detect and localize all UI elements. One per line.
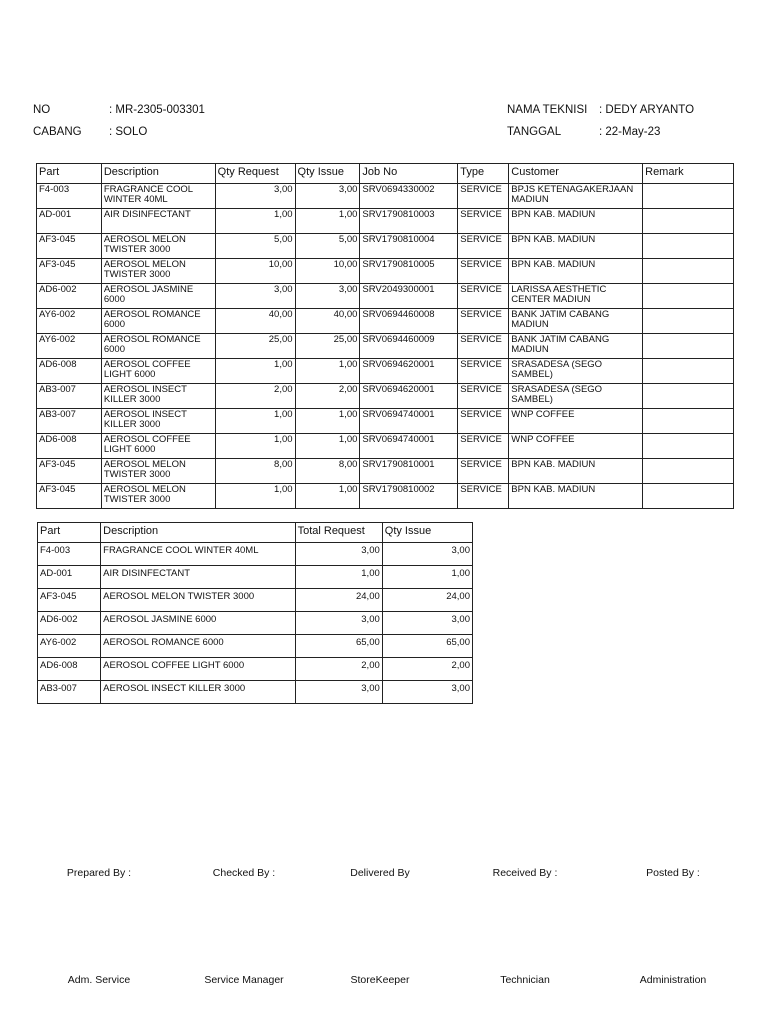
type-cell: SERVICE — [458, 284, 509, 309]
type-cell: SERVICE — [458, 484, 509, 509]
summary-total-request-cell: 65,00 — [295, 635, 382, 658]
remark-cell — [643, 384, 734, 409]
tanggal-label: TANGGAL — [507, 126, 562, 138]
qty-issue-cell: 3,00 — [295, 284, 360, 309]
summary-part-cell: AD6-002 — [38, 612, 101, 635]
qty-issue-cell: 1,00 — [295, 209, 360, 234]
job-no-cell: SRV0694620001 — [360, 359, 458, 384]
table-row — [37, 334, 734, 359]
table-row — [37, 484, 734, 509]
qty-issue-cell: 5,00 — [295, 234, 360, 259]
remark-cell — [643, 409, 734, 434]
qty-request-cell: 1,00 — [215, 359, 295, 384]
table-row — [38, 658, 473, 681]
customer-cell: WNP COFFEE — [509, 434, 643, 459]
signature-title: Delivered By — [350, 867, 410, 879]
table-row — [38, 566, 473, 589]
type-cell: SERVICE — [458, 459, 509, 484]
description-cell: AEROSOL COFFEE LIGHT 6000 — [101, 434, 215, 459]
teknisi-label: NAMA TEKNISI — [507, 104, 588, 116]
description-cell: AEROSOL MELON TWISTER 3000 — [101, 259, 215, 284]
part-cell: AD6-008 — [37, 359, 102, 384]
summary-header-description: Description — [101, 523, 295, 543]
detail-table-header — [37, 164, 734, 184]
detail-table — [36, 163, 734, 509]
summary-header-total-request: Total Request — [295, 523, 382, 543]
cabang-value: : SOLO — [109, 126, 148, 138]
job-no-cell: SRV1790810002 — [360, 484, 458, 509]
signature-role: Technician — [500, 974, 550, 986]
teknisi-value: : DEDY ARYANTO — [599, 104, 695, 116]
summary-table-header — [38, 523, 473, 543]
qty-request-cell: 8,00 — [215, 459, 295, 484]
job-no-cell: SRV1790810004 — [360, 234, 458, 259]
summary-part-cell: AD6-008 — [38, 658, 101, 681]
table-row — [37, 234, 734, 259]
summary-description-cell: AEROSOL INSECT KILLER 3000 — [101, 681, 295, 704]
qty-request-cell: 25,00 — [215, 334, 295, 359]
qty-request-cell: 3,00 — [215, 184, 295, 209]
qty-issue-cell: 1,00 — [295, 434, 360, 459]
summary-total-request-cell: 3,00 — [295, 612, 382, 635]
type-cell: SERVICE — [458, 384, 509, 409]
remark-cell — [643, 259, 734, 284]
table-row — [37, 259, 734, 284]
qty-request-cell: 1,00 — [215, 484, 295, 509]
type-cell: SERVICE — [458, 309, 509, 334]
table-row — [37, 209, 734, 234]
cabang-label: CABANG — [33, 126, 82, 138]
col-header-qty-issue: Qty Issue — [295, 164, 360, 184]
part-cell: AF3-045 — [37, 234, 102, 259]
qty-request-cell: 3,00 — [215, 284, 295, 309]
type-cell: SERVICE — [458, 184, 509, 209]
summary-qty-issue-cell: 1,00 — [382, 566, 472, 589]
summary-qty-issue-cell: 24,00 — [382, 589, 472, 612]
qty-issue-cell: 25,00 — [295, 334, 360, 359]
col-header-remark: Remark — [643, 164, 734, 184]
type-cell: SERVICE — [458, 334, 509, 359]
job-no-cell: SRV0694460009 — [360, 334, 458, 359]
customer-cell: BPN KAB. MADIUN — [509, 234, 643, 259]
qty-request-cell: 1,00 — [215, 409, 295, 434]
job-no-cell: SRV0694740001 — [360, 434, 458, 459]
qty-request-cell: 1,00 — [215, 209, 295, 234]
summary-total-request-cell: 2,00 — [295, 658, 382, 681]
table-row — [38, 635, 473, 658]
tanggal-value: : 22-May-23 — [599, 126, 661, 138]
job-no-cell: SRV0694740001 — [360, 409, 458, 434]
customer-cell: BPN KAB. MADIUN — [509, 209, 643, 234]
customer-cell: BANK JATIM CABANG MADIUN — [509, 334, 643, 359]
job-no-cell: SRV1790810005 — [360, 259, 458, 284]
summary-description-cell: AEROSOL COFFEE LIGHT 6000 — [101, 658, 295, 681]
signature-title: Received By : — [492, 867, 558, 879]
customer-cell: WNP COFFEE — [509, 409, 643, 434]
summary-description-cell: AEROSOL JASMINE 6000 — [101, 612, 295, 635]
remark-cell — [643, 434, 734, 459]
table-row — [37, 409, 734, 434]
type-cell: SERVICE — [458, 409, 509, 434]
part-cell: AD-001 — [37, 209, 102, 234]
summary-part-cell: AB3-007 — [38, 681, 101, 704]
summary-part-cell: F4-003 — [38, 543, 101, 566]
remark-cell — [643, 359, 734, 384]
job-no-cell: SRV1790810001 — [360, 459, 458, 484]
no-value: : MR-2305-003301 — [109, 104, 205, 116]
summary-qty-issue-cell: 3,00 — [382, 543, 472, 566]
table-row — [38, 681, 473, 704]
summary-part-cell: AF3-045 — [38, 589, 101, 612]
table-row — [38, 543, 473, 566]
customer-cell: SRASADESA (SEGO SAMBEL) — [509, 359, 643, 384]
job-no-cell: SRV1790810003 — [360, 209, 458, 234]
description-cell: AEROSOL INSECT KILLER 3000 — [101, 384, 215, 409]
remark-cell — [643, 234, 734, 259]
part-cell: AF3-045 — [37, 259, 102, 284]
signature-title: Checked By : — [212, 867, 276, 879]
summary-total-request-cell: 1,00 — [295, 566, 382, 589]
col-header-customer: Customer — [509, 164, 643, 184]
description-cell: AEROSOL ROMANCE 6000 — [101, 309, 215, 334]
description-cell: AEROSOL COFFEE LIGHT 6000 — [101, 359, 215, 384]
type-cell: SERVICE — [458, 234, 509, 259]
description-cell: AEROSOL MELON TWISTER 3000 — [101, 484, 215, 509]
summary-part-cell: AY6-002 — [38, 635, 101, 658]
summary-total-request-cell: 3,00 — [295, 543, 382, 566]
summary-table — [37, 522, 473, 704]
description-cell: AEROSOL MELON TWISTER 3000 — [101, 459, 215, 484]
col-header-job-no: Job No — [360, 164, 458, 184]
qty-issue-cell: 2,00 — [295, 384, 360, 409]
part-cell: AF3-045 — [37, 484, 102, 509]
summary-header-part: Part — [38, 523, 101, 543]
part-cell: AY6-002 — [37, 309, 102, 334]
summary-description-cell: AEROSOL MELON TWISTER 3000 — [101, 589, 295, 612]
customer-cell: BPJS KETENAGAKERJAAN MADIUN — [509, 184, 643, 209]
signature-role: Administration — [639, 974, 707, 986]
qty-request-cell: 1,00 — [215, 434, 295, 459]
table-row — [37, 459, 734, 484]
summary-description-cell: AEROSOL ROMANCE 6000 — [101, 635, 295, 658]
no-label: NO — [33, 104, 51, 116]
detail-table-body — [37, 184, 734, 509]
type-cell: SERVICE — [458, 259, 509, 284]
qty-request-cell: 40,00 — [215, 309, 295, 334]
qty-request-cell: 5,00 — [215, 234, 295, 259]
job-no-cell: SRV0694330002 — [360, 184, 458, 209]
description-cell: AEROSOL MELON TWISTER 3000 — [101, 234, 215, 259]
qty-issue-cell: 10,00 — [295, 259, 360, 284]
part-cell: AY6-002 — [37, 334, 102, 359]
customer-cell: LARISSA AESTHETIC CENTER MADIUN — [509, 284, 643, 309]
customer-cell: BPN KAB. MADIUN — [509, 459, 643, 484]
summary-qty-issue-cell: 3,00 — [382, 681, 472, 704]
col-header-qty-request: Qty Request — [215, 164, 295, 184]
type-cell: SERVICE — [458, 209, 509, 234]
signature-role: StoreKeeper — [350, 974, 410, 986]
type-cell: SERVICE — [458, 359, 509, 384]
remark-cell — [643, 184, 734, 209]
qty-request-cell: 10,00 — [215, 259, 295, 284]
table-row — [37, 284, 734, 309]
qty-issue-cell: 40,00 — [295, 309, 360, 334]
qty-issue-cell: 1,00 — [295, 409, 360, 434]
qty-issue-cell: 8,00 — [295, 459, 360, 484]
summary-total-request-cell: 3,00 — [295, 681, 382, 704]
remark-cell — [643, 459, 734, 484]
signature-role: Adm. Service — [67, 974, 131, 986]
summary-description-cell: AIR DISINFECTANT — [101, 566, 295, 589]
summary-qty-issue-cell: 65,00 — [382, 635, 472, 658]
part-cell: AF3-045 — [37, 459, 102, 484]
part-cell: AB3-007 — [37, 409, 102, 434]
summary-table-body — [38, 543, 473, 704]
part-cell: AB3-007 — [37, 384, 102, 409]
customer-cell: BPN KAB. MADIUN — [509, 259, 643, 284]
remark-cell — [643, 334, 734, 359]
col-header-type: Type — [458, 164, 509, 184]
description-cell: AIR DISINFECTANT — [101, 209, 215, 234]
customer-cell: BANK JATIM CABANG MADIUN — [509, 309, 643, 334]
description-cell: AEROSOL INSECT KILLER 3000 — [101, 409, 215, 434]
signature-title: Prepared By : — [66, 867, 132, 879]
remark-cell — [643, 209, 734, 234]
remark-cell — [643, 309, 734, 334]
table-row — [38, 589, 473, 612]
remark-cell — [643, 484, 734, 509]
job-no-cell: SRV2049300001 — [360, 284, 458, 309]
table-row — [37, 434, 734, 459]
col-header-part: Part — [37, 164, 102, 184]
type-cell: SERVICE — [458, 434, 509, 459]
part-cell: F4-003 — [37, 184, 102, 209]
summary-qty-issue-cell: 2,00 — [382, 658, 472, 681]
job-no-cell: SRV0694460008 — [360, 309, 458, 334]
signature-title: Posted By : — [646, 867, 700, 879]
col-header-description: Description — [101, 164, 215, 184]
table-row — [37, 309, 734, 334]
table-row — [37, 359, 734, 384]
summary-description-cell: FRAGRANCE COOL WINTER 40ML — [101, 543, 295, 566]
description-cell: FRAGRANCE COOL WINTER 40ML — [101, 184, 215, 209]
description-cell: AEROSOL ROMANCE 6000 — [101, 334, 215, 359]
qty-request-cell: 2,00 — [215, 384, 295, 409]
qty-issue-cell: 1,00 — [295, 484, 360, 509]
table-row — [37, 384, 734, 409]
summary-header-qty-issue: Qty Issue — [382, 523, 472, 543]
summary-part-cell: AD-001 — [38, 566, 101, 589]
remark-cell — [643, 284, 734, 309]
customer-cell: BPN KAB. MADIUN — [509, 484, 643, 509]
customer-cell: SRASADESA (SEGO SAMBEL) — [509, 384, 643, 409]
table-row — [37, 184, 734, 209]
part-cell: AD6-008 — [37, 434, 102, 459]
summary-qty-issue-cell: 3,00 — [382, 612, 472, 635]
description-cell: AEROSOL JASMINE 6000 — [101, 284, 215, 309]
qty-issue-cell: 1,00 — [295, 359, 360, 384]
table-row — [38, 612, 473, 635]
summary-total-request-cell: 24,00 — [295, 589, 382, 612]
qty-issue-cell: 3,00 — [295, 184, 360, 209]
part-cell: AD6-002 — [37, 284, 102, 309]
job-no-cell: SRV0694620001 — [360, 384, 458, 409]
signature-role: Service Manager — [204, 974, 284, 986]
